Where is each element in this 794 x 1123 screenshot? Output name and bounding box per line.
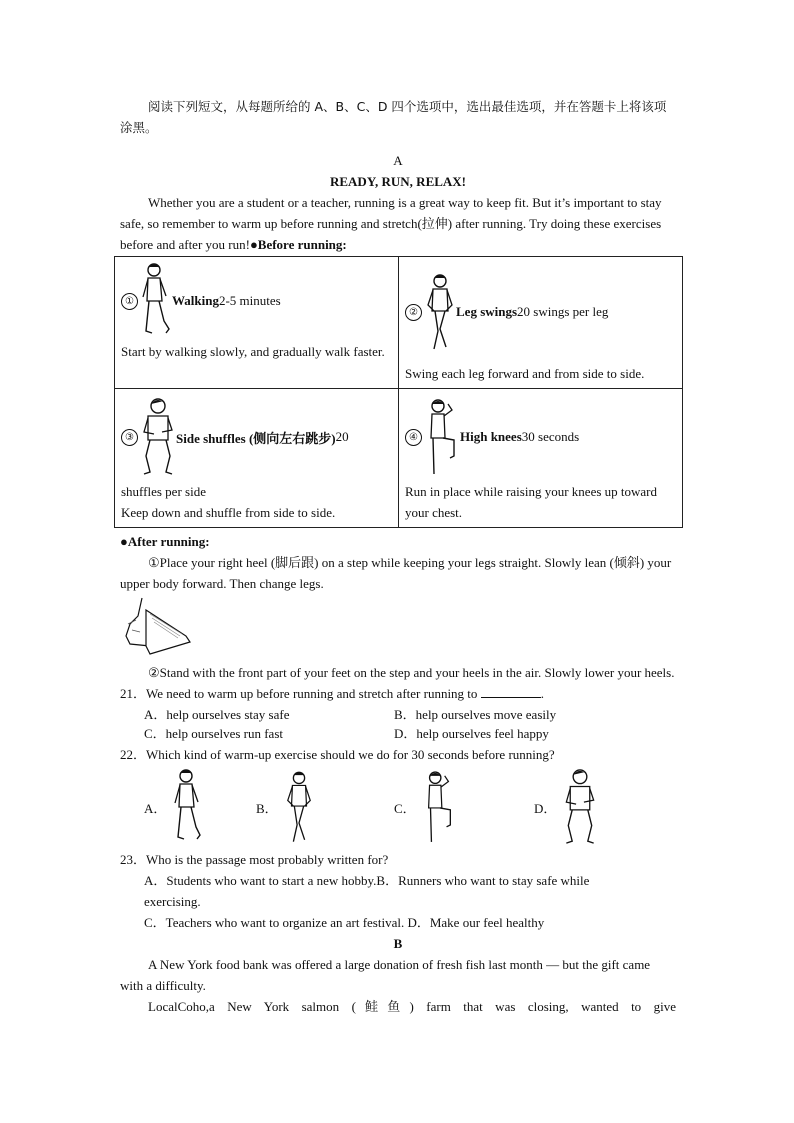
exercise-description: Start by walking slowly, and gradually walk faster.	[121, 344, 385, 359]
exercise-description: Swing each leg forward and from side to side.	[405, 366, 645, 381]
question-22-stem: 22．Which kind of warm-up exercise should we do for 30 seconds before running?	[120, 747, 555, 762]
option-a[interactable]: A．help ourselves stay safe	[144, 707, 290, 722]
passage-b-letter: B	[393, 936, 403, 951]
walking-figure-icon	[140, 261, 172, 341]
after-step-1: ①Place your right heel (脚后跟) on a step while keeping your legs straight. Slowly lean (倾斜) your upper body forward. Then change legs.	[120, 555, 672, 591]
passage-a-intro: Whether you are a student or a teacher, running is a great way to keep fit. But it’s important to stay safe, so remember to warm up before running and stretch(拉伸) after running. Try doing these exercises before and after you run!●Before running:	[120, 195, 662, 252]
leg-swing-figure-icon	[284, 767, 314, 847]
exercise-name: Walking	[172, 293, 219, 308]
question-22-picture-options	[120, 765, 676, 849]
exercise-number: ③	[121, 429, 138, 446]
after-running-heading: ●After running:	[120, 534, 210, 549]
high-knees-figure-icon	[422, 767, 456, 847]
passage-b-paragraph-1: A New York food bank was offered a large donation of fresh fish last month — but the gift came with a difficulty.	[120, 957, 651, 993]
exercise-name: Side shuffles (侧向左右跳步)	[176, 430, 336, 446]
foot-on-step-icon	[120, 596, 192, 658]
exercise-detail: 20 swings per leg	[517, 304, 609, 319]
option-label: B．	[256, 800, 278, 816]
exercise-description: Run in place while raising your knees up toward your chest.	[405, 484, 657, 520]
leg-swing-figure-icon	[424, 271, 456, 353]
question-21-options-row-2	[120, 723, 676, 744]
exercise-cell-1	[115, 257, 399, 389]
exercise-cell-4	[399, 389, 683, 528]
document-page	[120, 96, 676, 1017]
question-21-options-row-1	[120, 704, 676, 723]
answer-blank	[481, 685, 541, 698]
question-21-stem: 21．We need to warm up before running and stretch after running to .	[120, 686, 544, 701]
option-label: C．	[394, 800, 416, 816]
exercise-detail: 30 seconds	[521, 429, 580, 444]
option-c[interactable]	[394, 767, 534, 847]
question-23-options-cd[interactable]: C．Teachers who want to organize an art festival. D．Make our feel healthy	[144, 915, 545, 930]
instructions: 阅读下列短文，从每题所给的 A、B、C、D 四个选项中，选出最佳选项，并在答题卡上将该项涂黑。	[120, 99, 667, 135]
option-c[interactable]: C．help ourselves run fast	[144, 726, 284, 741]
exercise-number: ④	[405, 429, 422, 446]
side-shuffle-figure-icon	[140, 396, 176, 478]
side-shuffle-figure-icon	[562, 767, 598, 847]
exercise-number: ②	[405, 304, 422, 321]
passage-b-paragraph-2: LocalCoho,a New York salmon (鲑鱼) farm that was closing, wanted to give	[148, 999, 676, 1014]
option-d[interactable]: D．help ourselves feel happy	[394, 726, 549, 741]
passage-a-title: READY, RUN, RELAX!	[329, 174, 467, 189]
exercise-name: High knees	[460, 429, 522, 444]
passage-a-letter: A	[393, 153, 403, 168]
question-23-options-ab-continued: exercising.	[144, 894, 201, 909]
exercise-name: Leg swings	[456, 304, 518, 319]
question-23-stem: 23．Who is the passage most probably written for?	[120, 852, 389, 867]
exercise-detail-continued: shuffles per side	[121, 484, 206, 499]
option-a[interactable]	[144, 767, 256, 847]
high-knees-figure-icon	[424, 396, 460, 478]
option-b[interactable]: B．help ourselves move easily	[394, 707, 557, 722]
exercise-description: Keep down and shuffle from side to side.	[121, 505, 336, 520]
exercise-table	[114, 256, 683, 528]
exercise-cell-3	[115, 389, 399, 528]
option-label: A．	[144, 800, 167, 816]
exercise-detail: 2-5 minutes	[218, 293, 281, 308]
exercise-cell-2	[399, 257, 683, 389]
after-step-2: ②Stand with the front part of your feet on the step and your heels in the air. Slowly lower your heels.	[148, 665, 675, 680]
before-running-heading: ●Before running:	[249, 237, 347, 252]
exercise-detail: 20	[335, 429, 349, 444]
option-d[interactable]	[534, 767, 598, 847]
option-label: D．	[534, 800, 557, 816]
option-b[interactable]	[256, 767, 394, 847]
question-23-options-ab[interactable]: A．Students who want to start a new hobby.B．Runners who want to stay safe while	[144, 873, 590, 888]
walking-figure-icon	[172, 767, 202, 847]
exercise-number: ①	[121, 293, 138, 310]
